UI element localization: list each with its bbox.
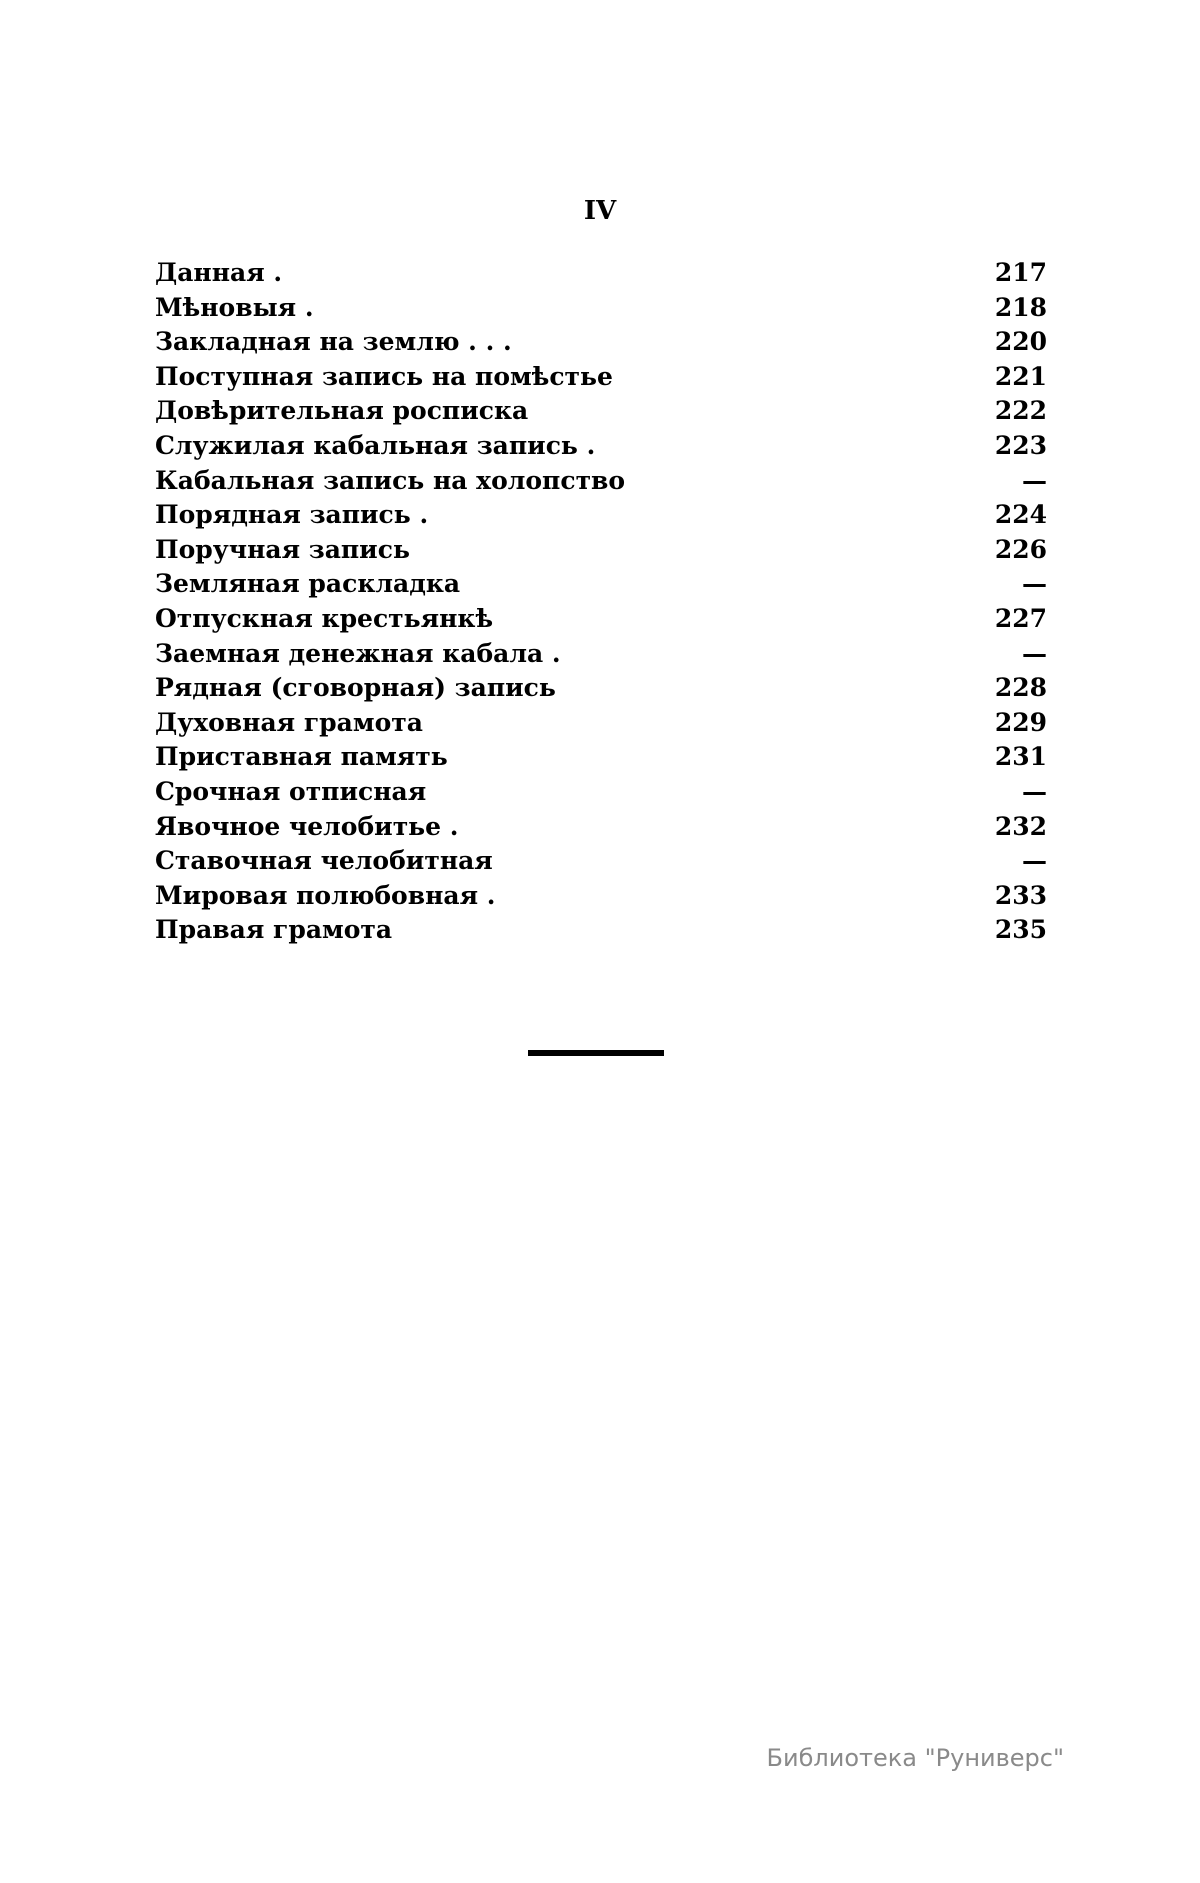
toc-entry [155,810,1047,845]
toc-entry [155,844,1047,879]
toc-entry-page: 220 [994,327,1047,357]
toc-entry-title: Закладная на землю . . . [155,327,512,357]
toc-entry-title: Поручная запись [155,534,410,564]
toc-entry [155,464,1047,499]
toc-entry [155,671,1047,706]
page-number: IV [583,196,617,226]
toc-entry [155,291,1047,326]
toc-entry-page: 226 [994,534,1047,564]
toc-entry-title: Служилая кабальная запись . [155,430,596,460]
toc-entry [155,394,1047,429]
toc-entry-title: Рядная (сговорная) запись [155,673,556,703]
toc-entry-title: Срочная отписная [155,776,427,806]
toc-entry-page: — [1022,776,1047,806]
toc-entry [155,325,1047,360]
toc-entry-page: 231 [994,742,1047,772]
toc-entry [155,256,1047,291]
toc-entry-page: — [1022,465,1047,495]
toc-entry-title: Мѣновыя . [155,292,314,322]
toc-entry-title: Правая грамота [155,915,393,945]
toc-entry-page: 224 [994,500,1047,530]
toc-entry-page: — [1022,638,1047,668]
toc-entry-page: — [1022,569,1047,599]
toc-entry-title: Приставная память [155,742,448,772]
toc-entry [155,637,1047,672]
toc-entry-title: Земляная раскладка [155,569,461,599]
toc-entry-title: Заемная денежная кабала . [155,638,561,668]
toc-entry-page: 218 [994,292,1047,322]
toc-entry-title: Духовная грамота [155,707,423,737]
toc-entry-title: Мировая полюбовная . [155,880,496,910]
toc-entry [155,533,1047,568]
toc-entry-title: Отпускная крестьянкѣ [155,603,494,633]
toc-entry-page: 229 [994,707,1047,737]
toc-entry-title: Поступная запись на помѣстье [155,361,613,391]
toc-entry-title: Довѣрительная росписка [155,396,529,426]
toc-entry-title: Явочное челобитье . [155,811,459,841]
toc-entry-page: — [1022,846,1047,876]
toc-entry [155,775,1047,810]
toc-entry-page: 217 [994,258,1047,287]
toc-entry [155,706,1047,741]
toc-entry-page: 235 [994,915,1047,945]
toc-entry [155,498,1047,533]
toc-entry [155,360,1047,395]
toc-entry-title: Данная . [155,258,283,287]
table-of-contents [155,256,1047,948]
toc-entry-page: 233 [994,880,1047,910]
toc-entry-page: 227 [994,603,1047,633]
section-divider [528,1050,664,1056]
toc-entry-title: Кабальная запись на холопство [155,465,626,495]
toc-entry [155,429,1047,464]
toc-entry [155,740,1047,775]
toc-entry-title: Ставочная челобитная [155,846,493,876]
toc-entry-title: Порядная запись . [155,500,429,530]
toc-entry [155,879,1047,914]
toc-entry-page: 221 [994,361,1047,391]
toc-entry-page: 228 [994,673,1047,703]
toc-entry [155,913,1047,948]
toc-entry [155,567,1047,602]
toc-entry-page: 222 [994,396,1047,426]
toc-entry-page: 223 [994,430,1047,460]
toc-entry [155,602,1047,637]
library-watermark: Библиотека "Руниверс" [766,1744,1064,1772]
toc-entry-page: 232 [994,811,1047,841]
